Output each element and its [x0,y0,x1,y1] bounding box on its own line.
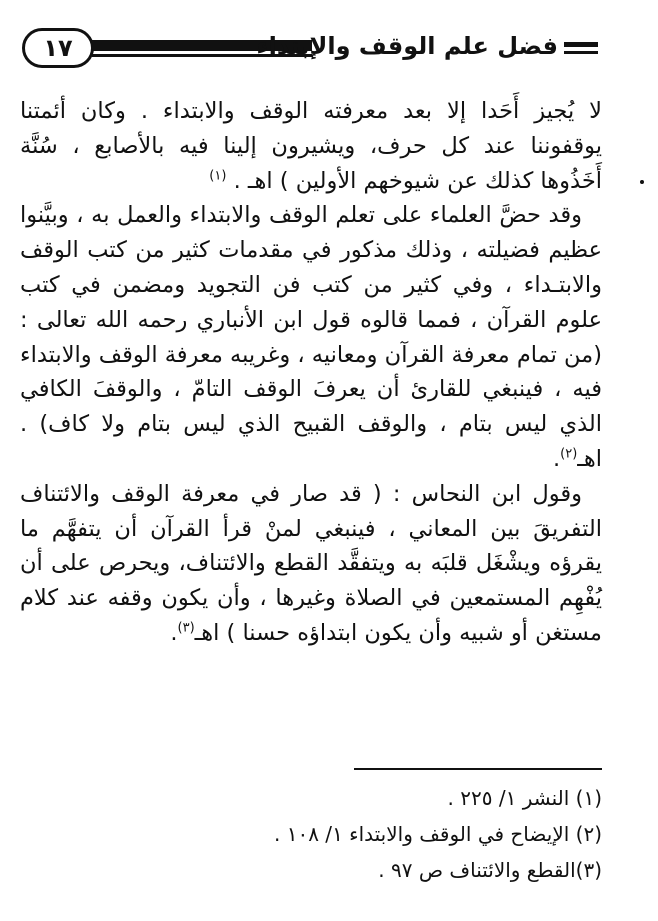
paragraph-1 [20,94,602,198]
paragraph-2: وقد حضَّ العلماء على تعلم الوقف والابتداء والعمل به ، وبيَّنوا عظيم فضيلته ، وذلك مذكور في مقدمات كثير من كتب الوقف والابتـداء ، وفي كثير من كتب فن التجويد ومضمن في كتب علوم القرآن ، فمما قالوه قول ابن الأنباري رحمه الله تعالى : (من تمام معرفة القرآن ومعانيه ، وغريبه معرفة الوقف والابتداء فيه ، فينبغي للقارئ أن يعرفَ الوقف التامّ ، والوقفَ الكافي الذي ليس بتام ، والوقف القبيح الذي ليس بتام ولا كاف) . اهـ$^{(٢)}$. [20,202,602,472]
footnote-3: (٣)القطع والائتناف ص ٩٧ . [378,858,602,882]
paragraph-3: وقول ابن النحاس : ( قد صار في معرفة الوقف والائتناف التفريقَ بين المعاني ، فينبغي لمنْ قرأ القرآن أن يتفهَّم ما يقرؤه ويشْغَل قلبَه به ويتفقَّد القطع والائتناف، ويحرص على أن يُفْهِم المستمعين في الصلاة وغيرها ، وأن يكون وقفه عند كلام مستغن أو شبيه وأن يكون ابتداؤه حسنا ) اهـ$^{(٣)}$. [20,480,602,646]
header-rule-right-thick [564,42,598,47]
footnote-separator [354,768,602,770]
paragraph-text: وقد حضَّ العلماء على تعلم الوقف والابتداء والعمل به ، وبيَّنوا عظيم فضيلته ، وذلك مذكور في مقدمات كثير من كتب الوقف والابتـداء ، وفي كثير من كتب فن التجويد ومضمن في كتب علوم القرآن ، فمما قالوه قول ابن الأنباري رحمه الله تعالى : (من تمام معرفة القرآن ومعانيه ، وغريبه معرفة الوقف والابتداء فيه ، فينبغي للقارئ أن يعرفَ الوقف التامّ ، والوقفَ الكافي الذي ليس بتام ، والوقف القبيح الذي ليس بتام ولا كاف) . اهـ [20,202,602,472]
footnote-ref-2: (٢) [560,446,578,462]
footnote-2: (٢) الإيضاح في الوقف والابتداء ١/ ١٠٨ . [274,822,602,846]
header-rule-right-thin [564,51,598,54]
footnote-ref-3: (٣) [177,620,195,636]
paragraph-text: وقول ابن النحاس : ( قد صار في معرفة الوقف والائتناف التفريقَ بين المعاني ، فينبغي لمنْ قرأ القرآن أن يتفهَّم ما يقرؤه ويشْغَل قلبَه به ويتفقَّد القطع والائتناف، ويحرص على أن يُفْهِم المستمعين في الصلاة وغيرها ، وأن يكون وقفه عند كلام مستغن أو شبيه وأن يكون ابتداؤه حسنا ) اهـ [20,480,602,646]
running-title: فضل علم الوقف والإبتداء [256,32,558,60]
page-header [22,22,598,78]
footnote-ref-1: (١) [209,168,227,184]
paragraph-text: لا يُجيز أَحَدا إلا بعد معرفته الوقف والابتداء . وكان أئمتنا يوقفوننا عند كل حرف، ويشيرون إلينا فيه بالأصابع ، سُنَّة أَخَذُوها كذلك عن شيوخهم الأولين ) اهـ . [20,98,602,194]
page-number: ١٧ [22,28,94,68]
footnotes [82,780,602,888]
footnote-1: (١) النشر ١/ ٢٢٥ . [447,786,602,810]
body-text [20,94,602,651]
margin-dot [640,180,644,184]
